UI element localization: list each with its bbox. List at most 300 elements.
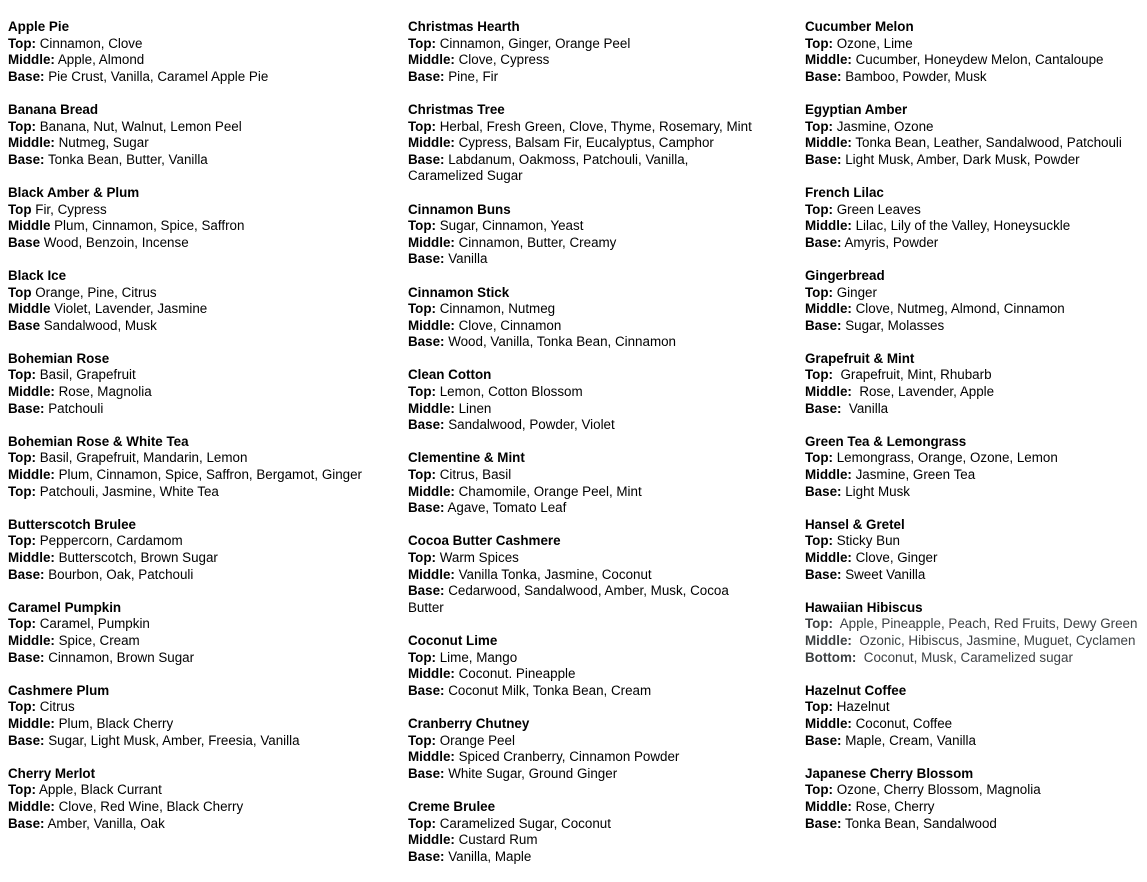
note-line — [805, 318, 1147, 335]
note-value: Amyris, Powder — [841, 234, 939, 250]
note-line — [8, 633, 400, 650]
note-value: Agave, Tomato Leaf — [444, 500, 567, 516]
note-value: Labdanum, Oakmoss, Patchouli, Vanilla, Caramelized Sugar — [408, 151, 693, 184]
note-label: Top: — [805, 782, 834, 798]
fragrance-entry — [805, 434, 1147, 500]
note-line — [805, 816, 1147, 833]
fragrance-entry — [8, 517, 400, 583]
note-label: Middle: — [805, 467, 852, 483]
note-line — [805, 285, 1147, 302]
note-value: Apple, Almond — [54, 52, 145, 68]
note-value: Cinnamon, Butter, Creamy — [454, 234, 617, 250]
fragrance-name: Japanese Cherry Blossom — [805, 765, 974, 781]
note-label: Top: — [408, 649, 437, 665]
note-line — [408, 318, 753, 335]
note-line — [8, 484, 400, 501]
fragrance-entry — [805, 683, 1147, 749]
fragrance-entry — [8, 19, 400, 85]
note-value: Rose, Lavender, Apple — [851, 384, 995, 400]
note-value: Violet, Lavender, Jasmine — [50, 301, 208, 317]
note-value: Herbal, Fresh Green, Clove, Thyme, Rosemary, Mint — [436, 118, 752, 134]
note-line — [8, 567, 400, 584]
note-line — [408, 334, 753, 351]
note-value: Vanilla Tonka, Jasmine, Coconut — [454, 566, 652, 582]
note-label: Base: — [805, 400, 842, 416]
note-line — [8, 450, 400, 467]
note-line — [8, 550, 400, 567]
note-value: Pie Crust, Vanilla, Caramel Apple Pie — [44, 68, 269, 84]
fragrance-entry — [408, 716, 753, 782]
note-line — [8, 716, 400, 733]
note-value: Lime, Mango — [436, 649, 518, 665]
note-label: Middle: — [8, 632, 55, 648]
note-value: Sugar, Light Musk, Amber, Freesia, Vanilla — [44, 732, 300, 748]
note-label: Base: — [805, 566, 842, 582]
note-label: Middle: — [408, 52, 455, 68]
note-value: Patchouli, Jasmine, White Tea — [36, 483, 219, 499]
fragrance-name: Bohemian Rose & White Tea — [8, 433, 189, 449]
note-label: Middle: — [408, 566, 455, 582]
note-line — [408, 567, 753, 584]
note-value: Clove, Nutmeg, Almond, Cinnamon — [851, 301, 1065, 317]
note-label: Base: — [408, 151, 445, 167]
note-value: Cypress, Balsam Fir, Eucalyptus, Camphor — [454, 135, 714, 151]
note-label: Base: — [805, 68, 842, 84]
note-label: Middle: — [408, 234, 455, 250]
note-label: Base: — [8, 68, 45, 84]
note-line — [805, 384, 1147, 401]
note-label: Top: — [408, 218, 437, 234]
note-label: Top: — [805, 284, 834, 300]
fragrance-entry — [805, 517, 1147, 583]
note-line — [805, 716, 1147, 733]
note-label: Middle: — [805, 301, 852, 317]
note-value: Sandalwood, Powder, Violet — [444, 417, 615, 433]
note-label: Top: — [805, 616, 834, 632]
note-label: Top: — [805, 35, 834, 51]
note-label: Middle: — [805, 135, 852, 151]
note-line — [805, 69, 1147, 86]
note-value: Spiced Cranberry, Cinnamon Powder — [454, 749, 680, 765]
fragrance-entry — [408, 285, 753, 351]
fragrance-name: Cinnamon Buns — [408, 201, 511, 217]
note-value: Cinnamon, Clove — [36, 35, 143, 51]
note-line — [805, 699, 1147, 716]
note-line — [805, 533, 1147, 550]
fragrance-name: Cranberry Chutney — [408, 715, 530, 731]
note-label: Middle: — [805, 798, 852, 814]
note-value: Spice, Cream — [54, 632, 140, 648]
note-line — [408, 484, 753, 501]
fragrance-name: Caramel Pumpkin — [8, 599, 122, 615]
note-line — [408, 52, 753, 69]
fragrance-name: Hazelnut Coffee — [805, 682, 907, 698]
note-label: Middle: — [408, 666, 455, 682]
note-label: Base: — [8, 732, 45, 748]
note-line — [408, 666, 753, 683]
note-value: Tonka Bean, Leather, Sandalwood, Patchouli — [851, 135, 1122, 151]
note-value: Sugar, Cinnamon, Yeast — [436, 218, 584, 234]
note-label: Middle: — [8, 384, 55, 400]
note-line — [8, 202, 400, 219]
note-value: Ozone, Cherry Blossom, Magnolia — [833, 782, 1041, 798]
note-label: Middle: — [8, 467, 55, 483]
note-line — [8, 699, 400, 716]
note-label: Top: — [408, 384, 437, 400]
note-value: Citrus, Basil — [436, 467, 512, 483]
note-line — [408, 749, 753, 766]
document-column-2 — [408, 19, 753, 882]
note-line — [8, 650, 400, 667]
note-value: Ozonic, Hibiscus, Jasmine, Muguet, Cyclamen — [851, 632, 1136, 648]
fragrance-name: Coconut Lime — [408, 632, 498, 648]
note-value: Warm Spices — [436, 550, 519, 565]
note-line — [805, 799, 1147, 816]
note-line — [408, 766, 753, 783]
note-label: Top: — [805, 201, 834, 217]
note-value: Apple, Pineapple, Peach, Red Fruits, Dewy Green — [833, 616, 1138, 632]
fragrance-name: Butterscotch Brulee — [8, 516, 136, 532]
note-label: Base: — [408, 682, 445, 698]
note-value: Hazelnut — [833, 699, 890, 715]
note-line — [408, 235, 753, 252]
fragrance-name: French Lilac — [805, 184, 884, 200]
fragrance-entry — [805, 102, 1147, 168]
fragrance-name: Cocoa Butter Cashmere — [408, 533, 561, 549]
note-value: Light Musk — [841, 483, 910, 499]
note-label: Top: — [8, 782, 37, 798]
note-label: Middle: — [805, 550, 852, 565]
note-label: Base: — [805, 732, 842, 748]
note-line — [408, 218, 753, 235]
note-value: Plum, Black Cherry — [54, 715, 174, 731]
note-label: Top: — [408, 35, 437, 51]
fragrance-entry — [408, 19, 753, 85]
note-value: Sugar, Molasses — [841, 317, 945, 333]
note-value: Caramelized Sugar, Coconut — [436, 815, 611, 831]
note-value: Tonka Bean, Butter, Vanilla — [44, 151, 208, 167]
note-value: Citrus — [36, 699, 75, 715]
note-label: Top: — [408, 467, 437, 483]
note-value: Tonka Bean, Sandalwood — [841, 815, 997, 831]
note-label: Middle: — [8, 550, 55, 565]
fragrance-entry — [408, 102, 753, 185]
note-value: Cinnamon, Brown Sugar — [44, 649, 195, 665]
note-value: Orange, Pine, Citrus — [31, 284, 157, 300]
note-label: Base: — [805, 483, 842, 499]
note-line — [408, 135, 753, 152]
fragrance-entry — [805, 185, 1147, 251]
note-label: Middle: — [805, 384, 852, 400]
note-value: Linen — [454, 400, 492, 416]
note-label: Middle: — [408, 135, 455, 151]
note-line — [805, 401, 1147, 418]
note-value: Coconut, Coffee — [851, 715, 953, 731]
note-value: Rose, Magnolia — [54, 384, 152, 400]
note-label: Base: — [408, 848, 445, 864]
note-label: Middle: — [805, 715, 852, 731]
note-line — [8, 152, 400, 169]
fragrance-entry — [408, 633, 753, 699]
note-value: Cinnamon, Ginger, Orange Peel — [436, 35, 631, 51]
fragrance-entry — [805, 766, 1147, 832]
note-value: Green Leaves — [833, 201, 921, 217]
note-line — [408, 251, 753, 268]
note-label: Base: — [408, 417, 445, 433]
note-line — [408, 401, 753, 418]
note-line — [8, 816, 400, 833]
note-label: Top — [8, 284, 32, 300]
note-line — [408, 384, 753, 401]
note-line — [8, 401, 400, 418]
note-label: Top: — [805, 450, 834, 466]
fragrance-entry — [805, 19, 1147, 85]
fragrance-entry — [408, 367, 753, 433]
note-label: Middle: — [408, 483, 455, 499]
note-line — [8, 799, 400, 816]
fragrance-name: Bohemian Rose — [8, 350, 110, 366]
note-label: Middle: — [8, 798, 55, 814]
note-label: Top: — [8, 367, 37, 383]
note-label: Middle: — [408, 749, 455, 765]
note-line — [805, 733, 1147, 750]
note-label: Top: — [805, 533, 834, 549]
note-value: Amber, Vanilla, Oak — [44, 815, 165, 831]
note-value: Orange Peel — [436, 732, 515, 748]
fragrance-name: Black Ice — [8, 267, 67, 283]
note-value: White Sugar, Ground Ginger — [444, 765, 618, 781]
note-value: Patchouli — [44, 400, 104, 416]
note-line — [805, 633, 1147, 650]
note-line — [8, 135, 400, 152]
note-value: Cucumber, Honeydew Melon, Cantaloupe — [851, 52, 1104, 68]
note-label: Base — [8, 317, 41, 333]
note-label: Middle: — [408, 400, 455, 416]
fragrance-name: Cherry Merlot — [8, 765, 96, 781]
note-label: Base: — [408, 68, 445, 84]
fragrance-entry — [8, 434, 400, 500]
fragrance-entry — [805, 268, 1147, 334]
note-value: Wood, Vanilla, Tonka Bean, Cinnamon — [444, 334, 676, 350]
note-label: Middle: — [8, 135, 55, 151]
fragrance-name: Black Amber & Plum — [8, 184, 140, 200]
note-label: Base: — [408, 765, 445, 781]
note-line — [408, 849, 753, 866]
note-value: Jasmine, Green Tea — [851, 467, 976, 483]
note-value: Vanilla — [444, 251, 488, 267]
note-value: Cinnamon, Nutmeg — [436, 301, 556, 317]
note-value: Sweet Vanilla — [841, 566, 926, 582]
note-value: Pine, Fir — [444, 68, 499, 84]
note-label: Base: — [8, 815, 45, 831]
fragrance-name: Green Tea & Lemongrass — [805, 433, 967, 449]
note-line — [805, 301, 1147, 318]
note-line — [408, 650, 753, 667]
note-value: Peppercorn, Cardamom — [36, 533, 183, 549]
fragrance-name: Christmas Hearth — [408, 19, 520, 34]
note-label: Base: — [805, 317, 842, 333]
note-line — [8, 119, 400, 136]
note-line — [8, 36, 400, 53]
fragrance-name: Cinnamon Stick — [408, 284, 510, 300]
document-column-1 — [8, 19, 400, 849]
note-label: Middle — [8, 301, 51, 317]
note-line — [8, 384, 400, 401]
note-label: Top: — [805, 367, 834, 383]
note-value: Clove, Ginger — [851, 550, 938, 565]
fragrance-entry — [8, 268, 400, 334]
note-line — [805, 235, 1147, 252]
note-line — [408, 832, 753, 849]
note-label: Top: — [8, 616, 37, 632]
note-label: Middle: — [805, 52, 852, 68]
note-line — [8, 782, 400, 799]
note-line — [408, 467, 753, 484]
note-value: Ozone, Lime — [833, 35, 913, 51]
note-value: Banana, Nut, Walnut, Lemon Peel — [36, 118, 242, 134]
note-value: Rose, Cherry — [851, 798, 935, 814]
note-value: Ginger — [833, 284, 877, 300]
note-line — [805, 467, 1147, 484]
fragrance-name: Gingerbread — [805, 267, 885, 283]
fragrance-entry — [805, 351, 1147, 417]
fragrance-entry — [408, 202, 753, 268]
note-line — [8, 235, 400, 252]
note-label: Base: — [408, 583, 445, 599]
note-value: Chamomile, Orange Peel, Mint — [454, 483, 642, 499]
note-line — [408, 500, 753, 517]
note-line — [8, 52, 400, 69]
fragrance-name: Egyptian Amber — [805, 101, 908, 117]
note-value: Lilac, Lily of the Valley, Honeysuckle — [851, 218, 1071, 234]
fragrance-name: Hansel & Gretel — [805, 516, 905, 532]
fragrance-entry — [408, 799, 753, 865]
note-label: Top: — [408, 732, 437, 748]
note-value: Vanilla — [841, 400, 889, 416]
note-label: Base: — [408, 500, 445, 516]
note-value: Wood, Benzoin, Incense — [40, 234, 189, 250]
note-line — [408, 550, 753, 567]
note-line — [805, 484, 1147, 501]
note-line — [408, 119, 753, 136]
fragrance-entry — [408, 450, 753, 516]
note-value: Plum, Cinnamon, Spice, Saffron — [50, 218, 245, 234]
note-value: Nutmeg, Sugar — [54, 135, 149, 151]
fragrance-entry — [8, 683, 400, 749]
note-label: Middle — [8, 218, 51, 234]
note-label: Top: — [805, 118, 834, 134]
note-label: Top: — [8, 118, 37, 134]
note-line — [8, 616, 400, 633]
note-value: Fir, Cypress — [31, 201, 107, 217]
note-value: Basil, Grapefruit, Mandarin, Lemon — [36, 450, 248, 466]
note-label: Base: — [805, 234, 842, 250]
note-label: Base: — [408, 334, 445, 350]
note-line — [805, 135, 1147, 152]
note-value: Grapefruit, Mint, Rhubarb — [833, 367, 992, 383]
note-value: Apple, Black Currant — [36, 782, 162, 798]
fragrance-name: Grapefruit & Mint — [805, 350, 915, 366]
note-label: Bottom: — [805, 649, 857, 665]
note-line — [8, 367, 400, 384]
note-line — [805, 52, 1147, 69]
note-line — [805, 202, 1147, 219]
note-label: Top — [8, 201, 32, 217]
note-label: Base: — [8, 566, 45, 582]
note-label: Base: — [8, 151, 45, 167]
note-label: Middle: — [805, 632, 852, 648]
note-value: Lemongrass, Orange, Ozone, Lemon — [833, 450, 1058, 466]
note-line — [8, 69, 400, 86]
note-value: Cedarwood, Sandalwood, Amber, Musk, Cocoa Butter — [408, 583, 733, 615]
note-value: Jasmine, Ozone — [833, 118, 934, 134]
note-line — [805, 567, 1147, 584]
note-label: Top: — [805, 699, 834, 715]
note-value: Butterscotch, Brown Sugar — [54, 550, 218, 565]
note-label: Top: — [8, 450, 37, 466]
document-column-3 — [805, 19, 1147, 849]
note-line — [805, 650, 1147, 667]
note-label: Top: — [408, 550, 437, 565]
note-value: Sticky Bun — [833, 533, 900, 549]
fragrance-name: Cashmere Plum — [8, 682, 110, 698]
note-label: Base: — [805, 151, 842, 167]
note-value: Coconut Milk, Tonka Bean, Cream — [444, 682, 652, 698]
note-line — [8, 533, 400, 550]
note-line — [805, 119, 1147, 136]
fragrance-entry — [805, 600, 1147, 666]
note-value: Bamboo, Powder, Musk — [841, 68, 987, 84]
note-line — [8, 733, 400, 750]
note-value: Clove, Cinnamon — [454, 317, 562, 333]
note-label: Base: — [408, 251, 445, 267]
note-line — [408, 733, 753, 750]
note-label: Top: — [408, 118, 437, 134]
note-line — [805, 616, 1147, 633]
note-line — [408, 417, 753, 434]
fragrance-name: Clementine & Mint — [408, 450, 525, 466]
note-value: Basil, Grapefruit — [36, 367, 136, 383]
note-label: Middle: — [8, 715, 55, 731]
note-line — [408, 152, 753, 185]
fragrance-name: Clean Cotton — [408, 367, 492, 383]
note-value: Lemon, Cotton Blossom — [436, 384, 583, 400]
note-line — [408, 816, 753, 833]
note-value: Sandalwood, Musk — [40, 317, 157, 333]
note-label: Base: — [8, 400, 45, 416]
note-line — [805, 218, 1147, 235]
note-label: Top: — [8, 35, 37, 51]
note-line — [408, 36, 753, 53]
note-value: Vanilla, Maple — [444, 848, 532, 864]
note-label: Base: — [8, 649, 45, 665]
note-line — [8, 301, 400, 318]
note-label: Middle: — [408, 317, 455, 333]
note-label: Top: — [408, 815, 437, 831]
note-label: Top: — [8, 699, 37, 715]
fragrance-entry — [8, 185, 400, 251]
note-label: Middle: — [805, 218, 852, 234]
note-label: Top: — [408, 301, 437, 317]
note-line — [8, 467, 400, 484]
fragrance-entry — [8, 600, 400, 666]
fragrance-name: Hawaiian Hibiscus — [805, 599, 923, 615]
note-label: Base — [8, 234, 41, 250]
note-value: Coconut, Musk, Caramelized sugar — [856, 649, 1073, 665]
note-value: Clove, Red Wine, Black Cherry — [54, 798, 244, 814]
fragrance-entry — [8, 351, 400, 417]
fragrance-entry — [408, 533, 753, 616]
